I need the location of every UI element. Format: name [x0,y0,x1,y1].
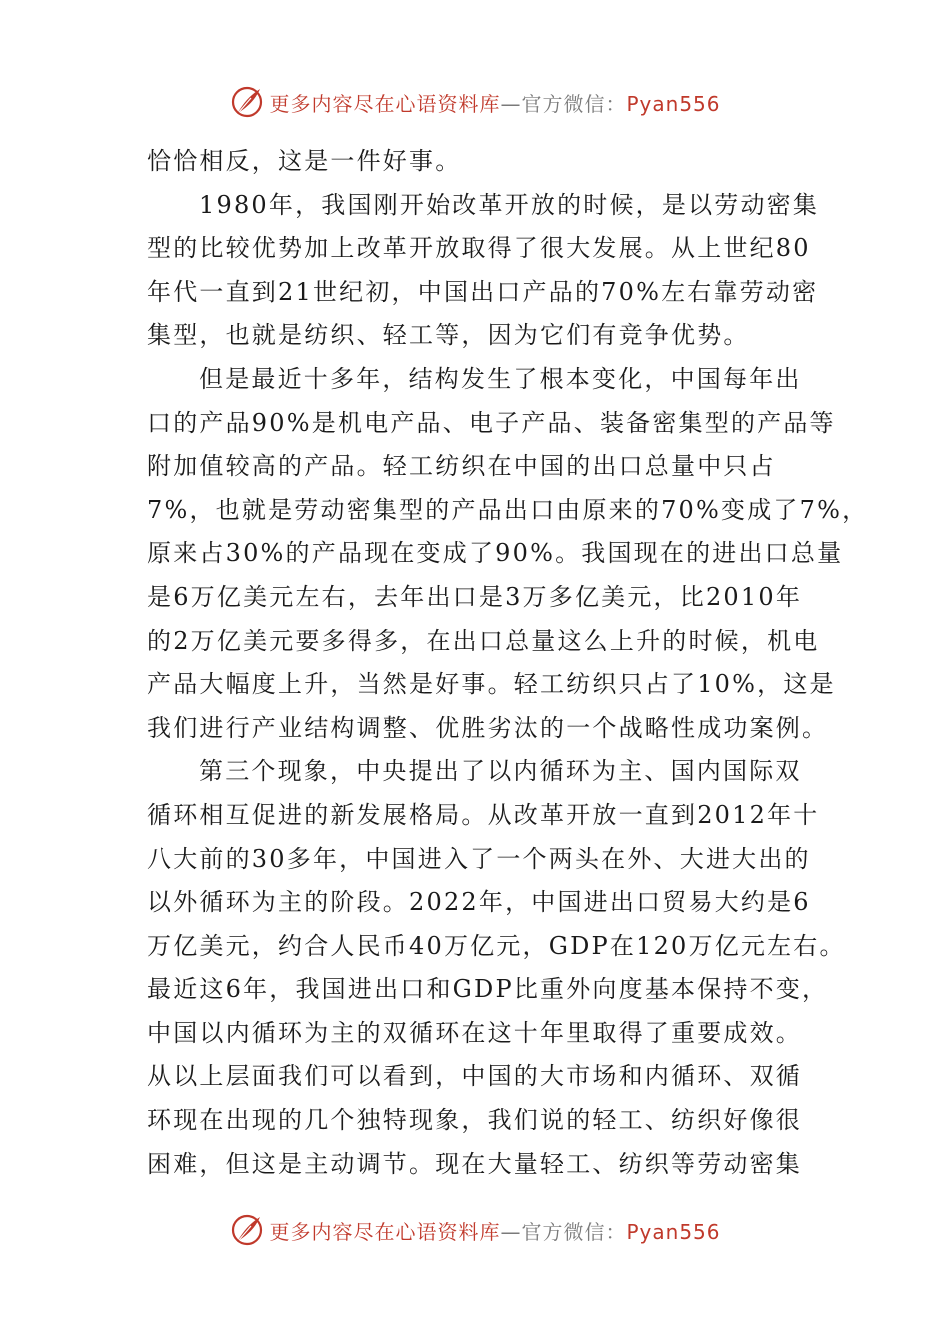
text-line: 循环相互促进的新发展格局。从改革开放一直到2012年十 [147,800,820,829]
text-line: 万亿美元，约合人民币40万亿元，GDP在120万亿元左右。 [147,931,846,960]
text-line: 环现在出现的几个独特现象，我们说的轻工、纺织好像很 [147,1106,802,1135]
document-body [147,140,869,1186]
footer-title: 更多内容尽在心语资料库 [269,1219,501,1244]
footer-banner [0,1210,950,1250]
text-line: 困难，但这是主动调节。现在大量轻工、纺织等劳动密集 [147,1149,802,1178]
text-line: 年代一直到21世纪初，中国出口产品的70%左右靠劳动密 [147,277,819,306]
text-line: 附加值较高的产品。轻工纺织在中国的出口总量中只占 [147,452,776,481]
text-line: 但是最近十多年，结构发生了根本变化，中国每年出 [199,364,802,393]
footer-wechat-id: Pyan556 [626,1219,721,1244]
text-line: 集型，也就是纺织、轻工等，因为它们有竞争优势。 [147,321,750,350]
footer-text [269,1216,720,1245]
text-line: 是6万亿美元左右，去年出口是3万多亿美元，比2010年 [147,582,803,611]
text-line: 1980年，我国刚开始改革开放的时候，是以劳动密集 [199,190,820,219]
text-line: 产品大幅度上升，当然是好事。轻工纺织只占了10%，这是 [147,670,836,699]
text-line: 恰恰相反，这是一件好事。 [147,147,462,175]
text-line: 八大前的30多年，中国进入了一个两头在外、大进大出的 [147,844,811,873]
header-wechat-id: Pyan556 [626,91,721,116]
text-line: 原来占30%的产品现在变成了90%。我国现在的进出口总量 [147,539,844,568]
text-line: 口的产品90%是机电产品、电子产品、装备密集型的产品等 [147,408,836,437]
footer-wechat-label: 官方微信： [521,1219,627,1244]
footer-separator: — [500,1219,522,1244]
header-text [269,88,720,117]
header-title: 更多内容尽在心语资料库 [269,91,501,116]
text-line: 中国以内循环为主的双循环在这十年里取得了重要成效。 [147,1018,802,1047]
header-separator: — [500,91,522,116]
text-line: 第三个现象，中央提出了以内循环为主、国内国际双 [199,757,802,786]
text-line: 从以上层面我们可以看到，中国的大市场和内循环、双循 [147,1062,802,1091]
text-line: 以外循环为主的阶段。2022年，中国进出口贸易大约是6 [147,888,811,917]
text-line: 7%，也就是劳动密集型的产品出口由原来的70%变成了7%， [147,495,869,524]
quill-pen-logo-icon [229,84,265,120]
text-line: 型的比较优势加上改革开放取得了很大发展。从上世纪80 [147,234,811,263]
header-banner [0,82,950,122]
header-wechat-label: 官方微信： [521,91,627,116]
text-line: 的2万亿美元要多得多，在出口总量这么上升的时候，机电 [147,626,820,655]
text-line: 最近这6年，我国进出口和GDP比重外向度基本保持不变， [147,975,829,1004]
text-line: 我们进行产业结构调整、优胜劣汰的一个战略性成功案例。 [147,713,829,742]
quill-pen-logo-icon [229,1212,265,1248]
